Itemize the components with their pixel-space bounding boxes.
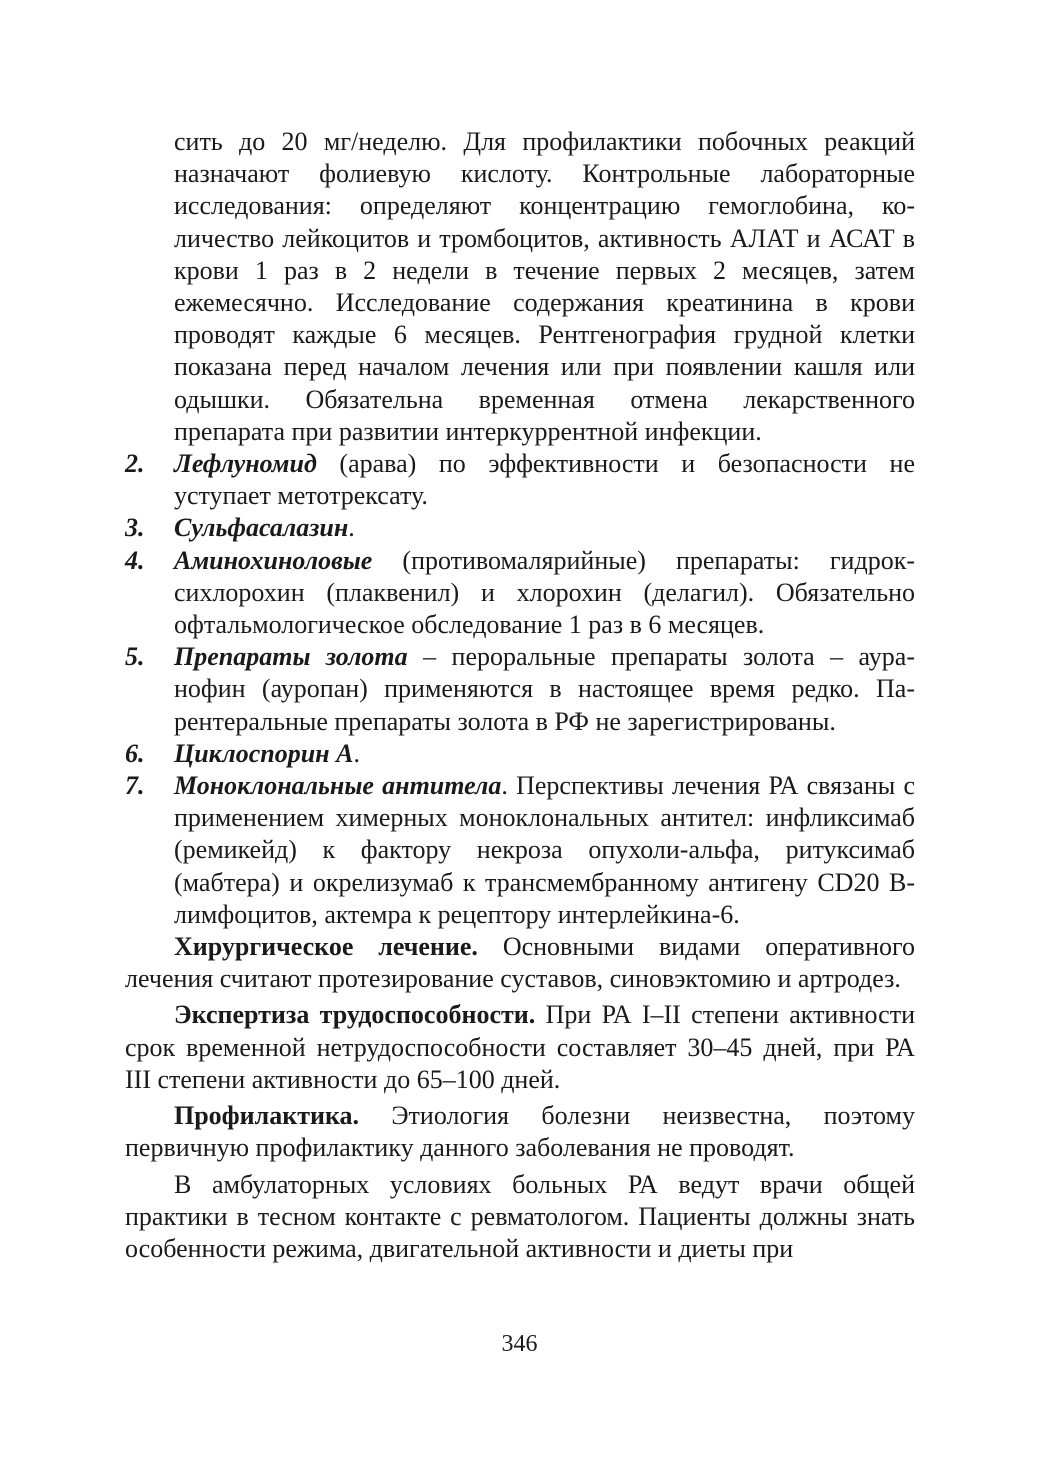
- drug-term: Препараты золота: [174, 642, 408, 672]
- list-item: [125, 738, 915, 770]
- list-item-text: – пероральные препараты золота – ауранофин (ауропан) применяются в настоящее время редко. Парентеральные препараты золота в РФ не зарегистрированы.: [174, 642, 915, 736]
- page-body: [125, 126, 915, 1265]
- paragraph-heading: Профилактика.: [174, 1101, 360, 1131]
- list-item: [125, 770, 915, 931]
- list-item-text: .: [348, 513, 355, 543]
- drug-term: Моноклональные антитела: [174, 771, 502, 801]
- page-number: 346: [501, 1331, 538, 1357]
- drug-term: Сульфасалазин: [174, 513, 349, 543]
- paragraph-text: При РА I–II степени активности срок временной нетрудоспособности составляет 30–45 дней, при РА III степени активности до 65–100 дней.: [125, 1000, 916, 1094]
- list-number: 2.: [125, 449, 145, 479]
- drug-term: Лефлуномид: [174, 449, 317, 479]
- list-number: 3.: [125, 513, 145, 543]
- list-number: 7.: [125, 771, 145, 801]
- list-number: 6.: [125, 738, 145, 768]
- paragraph-text: Этиология болезни неизвестна, поэтому первичную профилактику данного заболевания не проводят.: [125, 1101, 915, 1163]
- list-item-text: . Перспективы лечения РА связаны с применением химерных моноклональных антител: инфликсимаб (ремикейд) к фактору некроза опухоли-альфа, ритуксимаб (мабтера) и окрелизумаб к трансмембранному антигену CD20 В-лимфоцитов, актемра к рецептору интерлейкина-6.: [174, 771, 916, 929]
- paragraph-text: В амбулаторных условиях больных РА ведут врачи общей практики в тесном контакте с ревматологом. Пациенты должны знать особенности режима, двигательной активности и диеты при: [125, 1169, 915, 1263]
- list-item: [125, 448, 915, 512]
- list-number: 4.: [125, 545, 145, 575]
- list-number: 5.: [125, 642, 145, 672]
- list-item-text: (противомалярийные) препараты: гидроксихлорохин (плаквенил) и хлорохин (делагил). Обязательно офтальмологическое обследование 1 раз в 6 месяцев.: [174, 545, 915, 640]
- continued-list-text: сить до 20 мг/неделю. Для профилактики побочных реакций назначают фолиевую кислоту. Контрольные лабораторные исследования: определяют концентрацию гемоглобина, количество лейкоцитов и тромбоцитов, активность АЛАТ и АСАТ в крови 1 раз в 2 недели в течение первых 2 месяцев, затем ежемесячно. Исследование содержания креатинина в крови проводят каждые 6 месяцев. Рентгенография грудной клетки показана перед началом лечения или при появлении кашля или одышки. Обязательна временная отмена лекарственного препарата при развитии интеркуррентной инфекции.: [174, 127, 915, 446]
- paragraph-heading: Хирургическое лечение.: [174, 932, 478, 962]
- paragraph-prevention: [125, 1100, 915, 1164]
- list-item: [125, 641, 915, 738]
- paragraph-heading: Экспертиза трудоспособности.: [174, 1000, 536, 1030]
- drug-term: Аминохиноловые: [174, 545, 373, 575]
- paragraph-outpatient: [125, 1169, 915, 1266]
- paragraph-work-capacity: [125, 999, 915, 1096]
- list-item-text: .: [353, 738, 360, 768]
- list-item-text: (арава) по эффективности и безопасности не уступает метотрексату.: [174, 449, 915, 511]
- paragraph-surgery: [125, 931, 915, 995]
- drug-term: Циклоспорин А: [174, 738, 354, 768]
- list-item: [125, 512, 915, 544]
- paragraph-text: Основными видами оперативного лечения считают протезирование суставов, синовэктомию и артродез.: [125, 932, 915, 994]
- list-item: [125, 545, 915, 642]
